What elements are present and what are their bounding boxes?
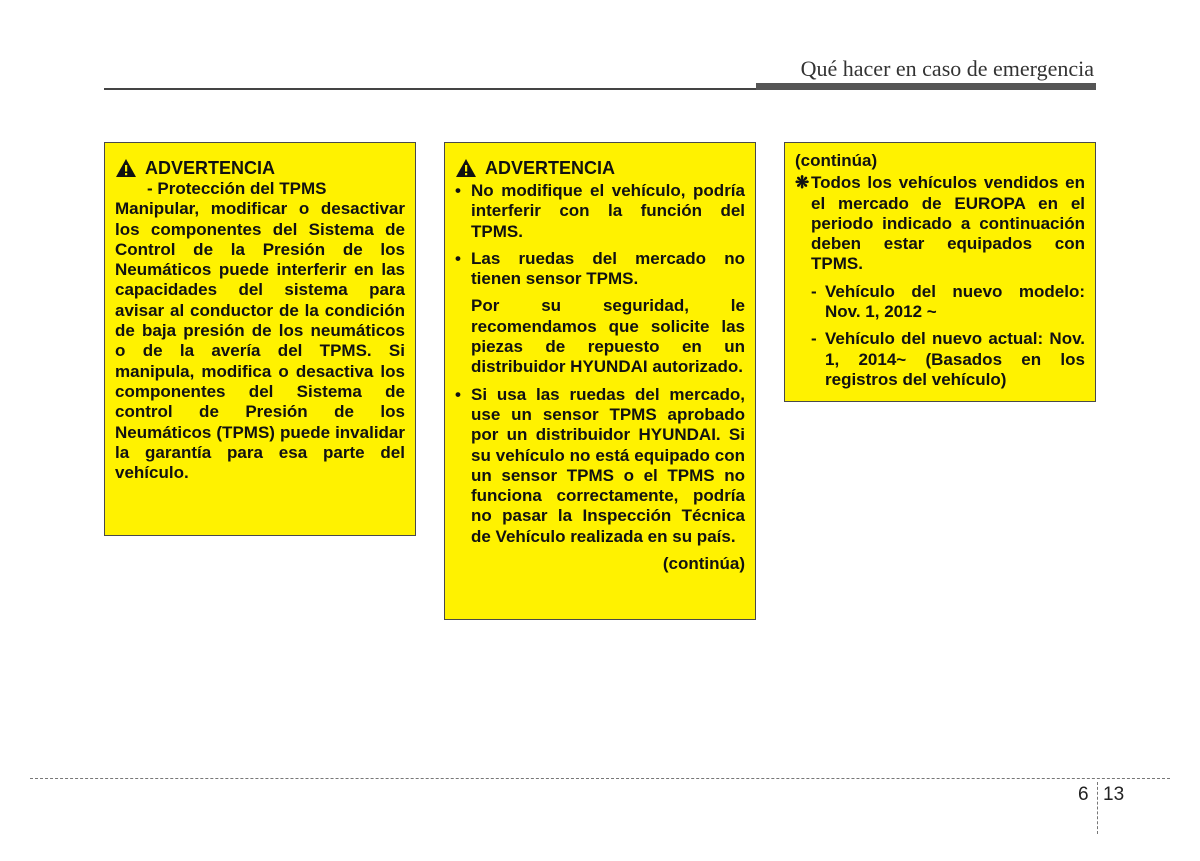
list-item-text: Vehículo del nuevo actual: Nov. 1, 2014~ (Basados en los registros del vehículo): [825, 329, 1085, 389]
list-item: [795, 329, 1085, 390]
chapter-number: 6: [1078, 784, 1089, 805]
list-item-text: Vehículo del nuevo modelo: Nov. 1, 2012 ~: [825, 281, 1085, 322]
list-item: [455, 249, 745, 290]
page-header-title: Qué hacer en caso de emergencia: [800, 56, 1094, 81]
warning-triangle-icon: [115, 158, 137, 178]
warning-box-tpms-protection: [104, 142, 416, 536]
warning-box-tpms-modification: [444, 142, 756, 620]
header-rule-thin: [104, 88, 756, 90]
warning-body: Manipular, modificar o desactivar los componentes del Sistema de Control de la Presión de los Neumáticos puede interferir en las capacidades del sistema para avisar al conductor de la condición de baja presión de los neumáticos o de la avería del TPMS. Si manipula, modifica o desactiva los componentes del Sistema de control de Presión de los Neumáticos (TPMS) puede invalidar la garantía para esa parte del vehículo.: [115, 199, 405, 483]
continued-label: (continúa): [795, 151, 878, 170]
safety-paragraph: Por su seguridad, le recomendamos que solicite las piezas de repuesto en un distribuidor HYUNDAI autorizado.: [471, 296, 745, 377]
asterisk-icon: ❋: [795, 173, 810, 193]
dash-mark: -: [811, 281, 817, 301]
page-number: 13: [1103, 784, 1125, 805]
note-item: [795, 173, 1085, 274]
continued-label: (continúa): [662, 554, 745, 574]
bullet-mark: •: [455, 181, 461, 200]
footer-rule: [30, 778, 1170, 779]
warning-box-continued: [784, 142, 1096, 402]
list-item: [455, 385, 745, 547]
note-text: Todos los vehículos vendidos en el mercado de EUROPA en el periodo indicado a continuación deben estar equipados con TPMS.: [811, 173, 1085, 274]
warning-heading: [115, 157, 405, 179]
warning-triangle-icon: [455, 158, 477, 178]
list-item-text: No modifique el vehículo, podría interferir con la función del TPMS.: [471, 181, 745, 241]
warning-heading-text: ADVERTENCIA: [485, 158, 616, 178]
list-item: [795, 282, 1085, 323]
bullet-mark: •: [455, 248, 461, 268]
warning-subtitle: - Protección del TPMS: [147, 179, 327, 198]
header-rule-thick: [756, 83, 1096, 90]
footer-divider: [1097, 782, 1098, 834]
list-item: [455, 181, 745, 242]
list-item-text: Las ruedas del mercado no tienen sensor TPMS.: [471, 248, 745, 289]
warning-heading: [455, 157, 745, 179]
list-item-text: Si usa las ruedas del mercado, use un sensor TPMS aprobado por un distribuidor HYUNDAI. Si su vehículo no está equipado con un sensor TPMS o el TPMS no funciona correctamente, podría no pasar la Inspección Técnica de Vehículo realizada en su país.: [471, 384, 745, 546]
warning-heading-text: ADVERTENCIA: [145, 158, 276, 178]
dash-mark: -: [811, 329, 817, 349]
bullet-mark: •: [455, 384, 461, 404]
